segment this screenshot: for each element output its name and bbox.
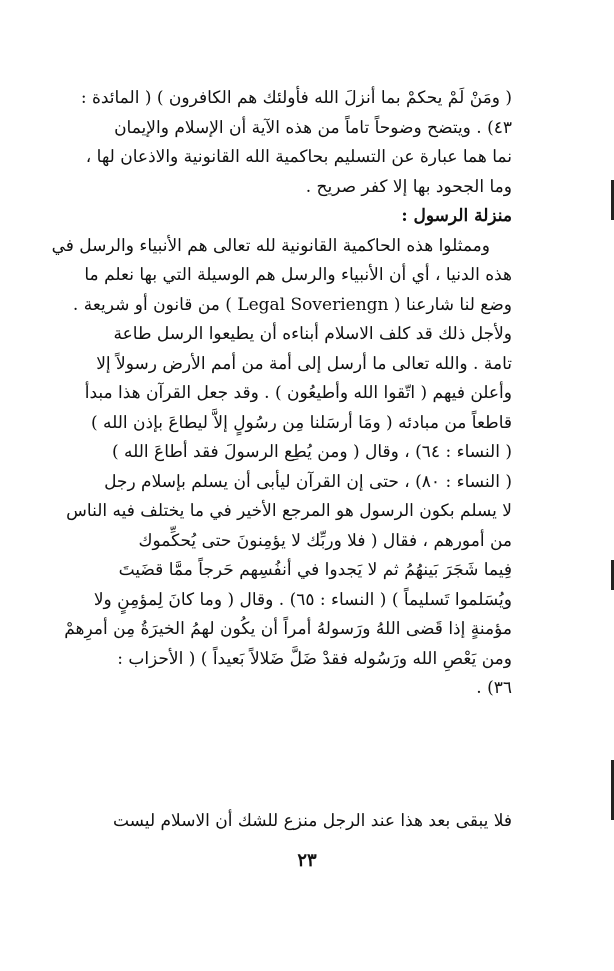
text-line: فِيما شَجَرَ بَينهُمُ ثم لا يَجدوا في أنفُسِهم حَرجاً ممَّا قضَيتَ [118, 560, 512, 580]
text-line: ويُسَلموا تَسليماً ) ( النساء : ٦٥) . وقال ( وما كانَ لِمؤمِنٍ ولا [93, 589, 512, 610]
last-paragraph: فلا يبقى بعد هذا عند الرجل منزع للشك أن الاسلام ليست [112, 811, 512, 831]
text-line: ( ومَنْ لَمْ يحكمْ بما أنزلَ الله فأولئك هم الكافرون ) ( المائدة : [80, 88, 512, 108]
text-line: ٤٣) . ويتضح وضوحاً تاماً من هذه الآية أن الإسلام والإيمان [114, 117, 512, 138]
text-line: قاطعاً من مبادئه ( ومَا أرسَلنا مِن رسُولٍ إلاَّ ليطاعَ بإذن الله ) [90, 412, 512, 433]
page-number: ٢٣ [297, 850, 317, 871]
text-line: نما هما عبارة عن التسليم بحاكمية الله القانونية والاذعان لها ، [85, 147, 512, 167]
text-line: ٣٦) . [476, 678, 512, 698]
text-line: هذه الدنيا ، أي أن الأنبياء والرسل هم الوسيلة التي بها نعلم ما [84, 265, 512, 285]
text-line: وما الجحود بها إلا كفر صريح . [305, 176, 512, 197]
text-line: ( النساء : ٨٠) ، حتى إن القرآن ليأبى أن يسلم بإسلام رجل [104, 471, 512, 492]
text-line: ومن يَعْصِ الله ورَسُوله فقدْ ضَلَّ ضَلالاً بَعيداً ) ( الأحزاب : [117, 648, 512, 669]
text-line: من أمورهم ، فقال ( فلا وربِّك لا يؤمِنونَ حتى يُحكِّموك [138, 530, 512, 551]
text-line: لا يسلم بكون الرسول هو المرجع الأخير في ما يختلف فيه الناس [66, 501, 512, 521]
text-line: تامة . والله تعالى ما أرسل إلى أمة من أمم الأرض رسولاً إلا [96, 353, 512, 374]
body-text [51, 84, 512, 704]
text-line: ( النساء : ٦٤) ، وقال ( ومن يُطِع الرسولَ فقد أطاعَ الله ) [111, 442, 512, 462]
text-line: وضع لنا شارعنا ( Legal Soveriengn ) من قانون أو شريعة . [72, 294, 512, 315]
text-line: مؤمنةٍ إذا قَضى اللهُ ورَسولهُ أمراً أن يكُون لهمُ الخيرَةُ مِن أمرِهمْ [64, 619, 512, 639]
section-heading: منزلة الرسول : [401, 206, 512, 226]
text-line: وأعلن فيهم ( اتّقوا الله وأطيعُون ) . وقد جعل القرآن هذا مبدأ [84, 383, 512, 403]
text-line: وممثلوا هذه الحاكمية القانونية لله تعالى هم الأنبياء والرسل في [51, 235, 490, 256]
text-line: ولأجل ذلك قد كلف الاسلام أبناءه أن يطيعوا الرسل طاعة [113, 324, 512, 344]
